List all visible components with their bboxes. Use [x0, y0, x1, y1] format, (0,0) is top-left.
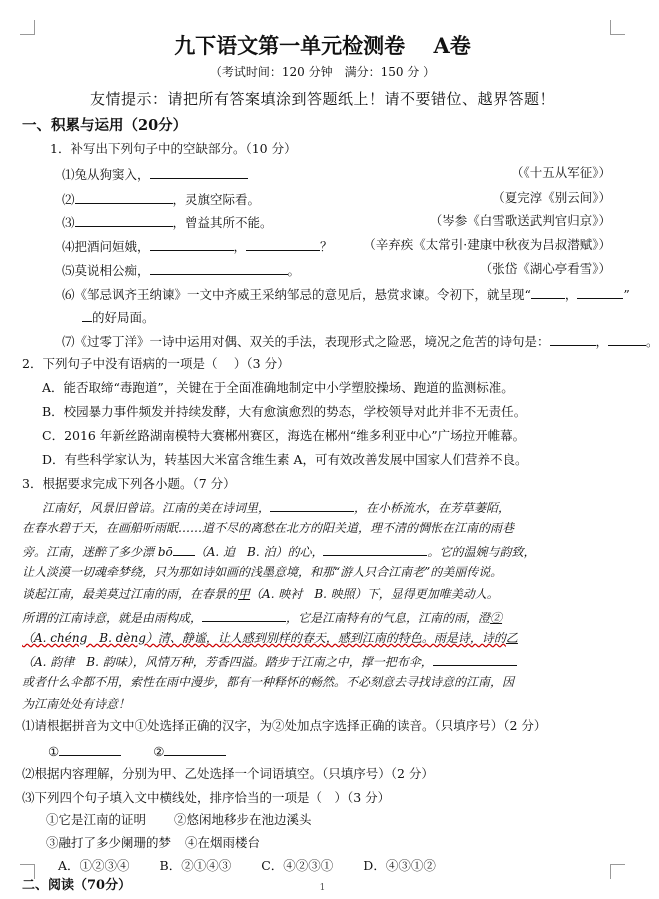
answer-option-d[interactable]: D．④③①② — [363, 858, 436, 873]
q3-sub-1-answers: ① ② — [48, 742, 226, 760]
answer-blank-1[interactable] — [59, 742, 121, 756]
crop-mark-bottom-left — [20, 864, 35, 879]
passage-line-10: 为江南处处有诗意！ — [22, 697, 131, 711]
passage-line-2: 在春水碧于天，在画船听雨眠……道不尽的离愁在北方的阳关道，理不清的惆怅在江南的雨巷 — [22, 521, 515, 535]
q2-option-c: C．2016 年新丝路湖南模特大赛郴州赛区，海选在郴州“维多利亚中心”广场拉开帷幕。 — [42, 428, 526, 443]
section-heading-reading: 二、阅读（70分） — [22, 878, 132, 893]
q2-option-b: B．校园暴力事件频发并持续发酵，大有愈演愈烈的势态，学校领导对此并非不无责任。 — [42, 404, 527, 419]
question-3-prompt: 3．根据要求完成下列各小题。（7 分） — [22, 476, 236, 491]
q1-item-2: ⑵ ，灵旗空际看。 — [62, 192, 261, 207]
q1-item-4: ⑷把酒问姮娥， ， ？ — [62, 239, 333, 254]
q3-choices-row-2: ③融打了多少阑珊的梦 ④在烟雨楼台 — [46, 835, 261, 850]
answer-option-b[interactable]: B．②①④③ — [159, 858, 232, 873]
blank-1 — [173, 542, 195, 556]
q3-sub-2: ⑵根据内容理解，分别为甲、乙处选择一个词语填空。（只填序号）（2 分） — [22, 766, 434, 781]
blank — [433, 652, 517, 666]
q1-item-4-source: （辛弃疾《太常引·建康中秋夜为吕叔潜赋》） — [363, 237, 611, 252]
blank — [150, 237, 234, 251]
question-1-prompt: 1．补写出下列句子中的空缺部分。（10 分） — [50, 141, 297, 156]
blank — [150, 165, 248, 179]
passage-line-5: 谈起江南，最美莫过江南的雨，在春景的甲（A. 映衬 B. 映照）下，显得更加唯美动人。 — [22, 587, 499, 601]
passage-line-6: 所谓的江南诗意，就是由雨构成， ，它是江南特有的气息，江南的雨，澄② — [22, 608, 502, 626]
answer-option-a[interactable]: A．①②③④ — [58, 858, 130, 873]
blank-2: ② — [490, 611, 503, 625]
q2-option-a: A．能否取缔“毒跑道”，关键在于全面准确地制定中小学塑胶操场、跑道的监测标准。 — [42, 380, 514, 395]
blank — [202, 608, 286, 622]
blank-yi: 乙 — [505, 631, 518, 645]
page-number: 1 — [319, 883, 326, 893]
crop-mark-bottom-right — [610, 864, 625, 879]
blank-jia: 甲 — [238, 587, 251, 601]
q2-option-d: D．有些科学家认为，转基因大米富含维生素 A，可有效改善发展中国家人们营养不良。 — [42, 452, 528, 467]
page-title: 九下语文第一单元检测卷 A卷 — [174, 33, 471, 58]
question-2-prompt: 2．下列句子中没有语病的一项是（ ）（3 分） — [22, 356, 290, 371]
blank — [270, 498, 354, 512]
q3-answer-options — [58, 858, 436, 874]
passage-line-9: 或者什么伞都不用，索性在雨中漫步，都有一种释怀的畅然。不必刻意去寻找诗意的江南，因 — [22, 675, 515, 689]
q1-item-3: ⑶ ，曾益其所不能。 — [62, 215, 273, 230]
q1-item-6-continued: 的好局面。 — [82, 308, 155, 326]
q1-item-7: ⑺《过零丁洋》一诗中运用对偶、双关的手法，表现形式之险恶，境况之危苦的诗句是： ， 。 — [62, 334, 659, 349]
q1-item-1: ⑴兔从狗窦入， — [62, 165, 248, 183]
passage-line-8: （A. 韵律 B. 韵味），风情万种，芳香四溢。踏步于江南之中，撑一把布伞， — [22, 652, 517, 670]
friendly-tip: 友情提示：请把所有答案填涂到答题纸上！请不要错位、越界答题！ — [89, 90, 555, 108]
blank — [75, 190, 173, 204]
answer-blank-2[interactable] — [164, 742, 226, 756]
blank — [550, 332, 596, 346]
blank — [531, 285, 565, 299]
blank — [608, 332, 646, 346]
q3-sub-1: ⑴请根据拼音为文中①处选择正确的汉字，为②处加点字选择正确的读音。（只填序号）（2 分） — [22, 718, 547, 733]
passage-line-1: 江南好，风景旧曾谙。江南的美在诗词里， ，在小桥流水，在芳草萋陌， — [42, 498, 510, 516]
section-heading-accumulation: 一、积累与运用（20分） — [22, 117, 188, 134]
passage-line-3: 旁。江南，迷醉了多少漂 bō （A. 迫 B. 泊）的心， 。它的温婉与韵致， — [22, 542, 536, 560]
answer-option-c[interactable]: C．④②③① — [261, 858, 334, 873]
q3-sub-3: ⑶下列四个句子填入文中横线处，排序恰当的一项是（ ）（3 分） — [22, 790, 391, 805]
q1-item-5: ⑸莫说相公痴， 。 — [62, 263, 301, 278]
exam-info: （考试时间：120 分钟 满分：150 分 ） — [209, 65, 436, 79]
q1-item-3-source: （岑参《白雪歌送武判官归京》） — [429, 213, 611, 228]
passage-line-4: 让人淡漠一切魂牵梦绕，只为那如诗如画的浅墨意境，和那“游人只合江南老”的美丽传说。 — [22, 565, 503, 579]
q1-item-5-source: （张岱《湖心亭看雪》） — [479, 261, 611, 276]
blank — [75, 213, 173, 227]
q3-choices-row-1: ①它是江南的证明 ②悠闲地移步在池边溪头 — [46, 812, 312, 827]
passage-line-7: （A. chéng B. dèng）清、静谧，让人感到别样的春天，感到江南的特色。雨是诗，诗的乙 — [22, 631, 518, 645]
blank — [150, 261, 288, 275]
blank — [82, 308, 92, 322]
q1-item-1-source: （《十五从军征》） — [510, 165, 611, 180]
blank — [577, 285, 623, 299]
q1-item-2-source: （夏完淳《别云间》） — [492, 190, 611, 205]
blank — [323, 542, 427, 556]
q1-item-6: ⑹《邹忌讽齐王纳谏》一文中齐威王采纳邹忌的意见后，悬赏求谏。令初下，就呈现“ ， ” — [62, 287, 630, 302]
blank — [246, 237, 320, 251]
